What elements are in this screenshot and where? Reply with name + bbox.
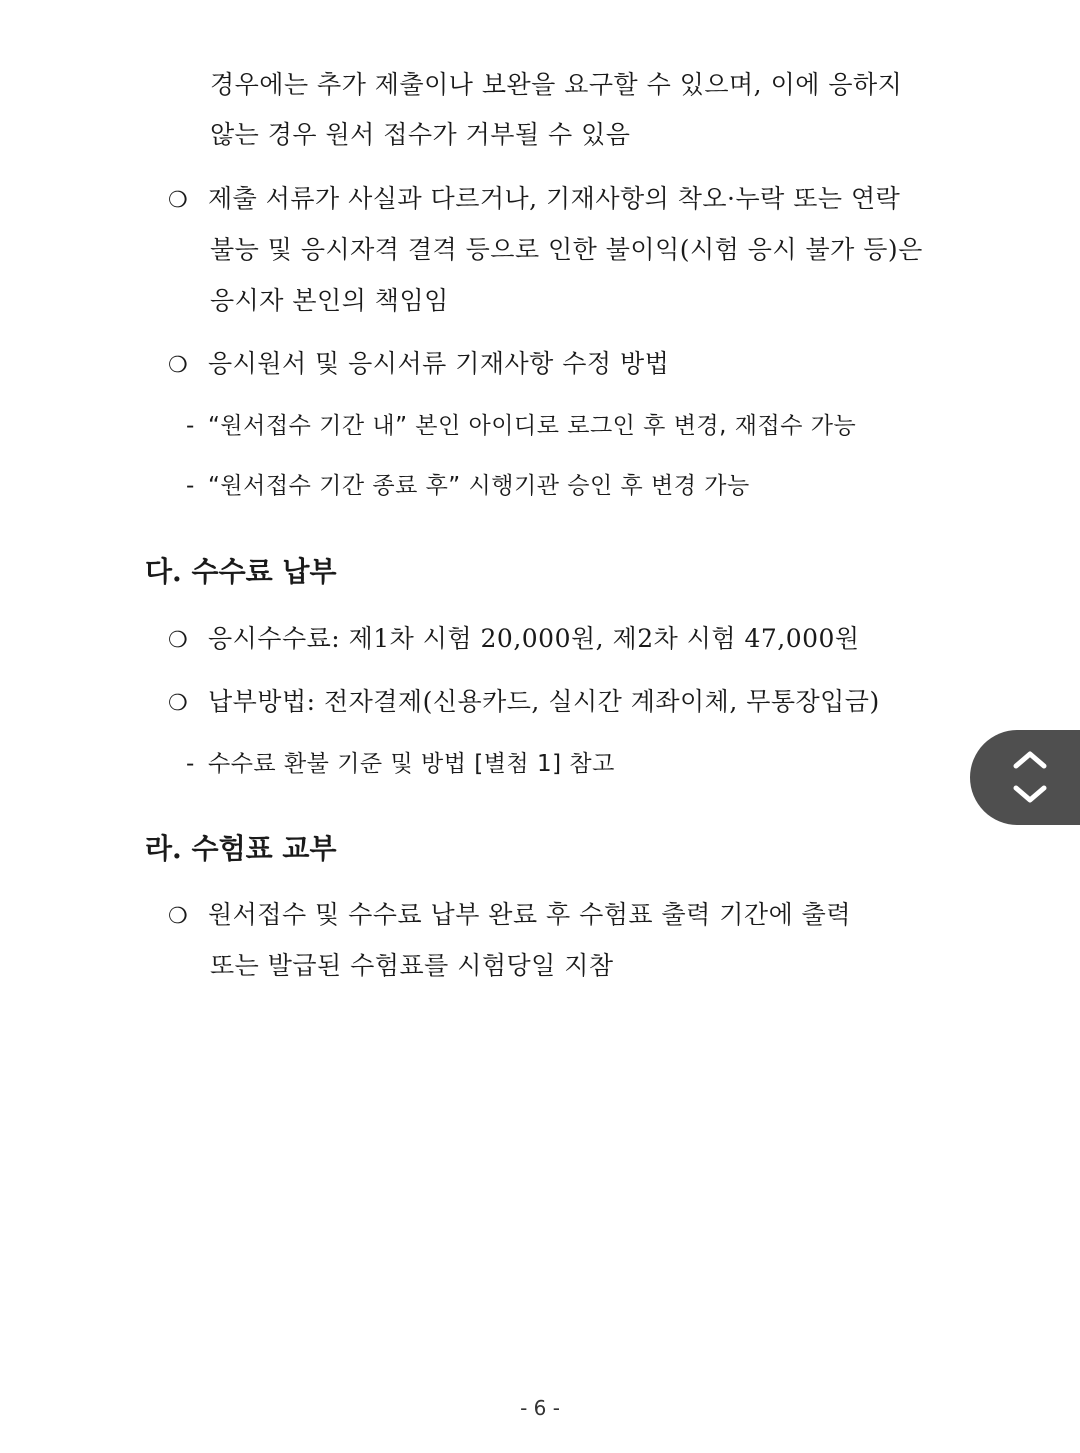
circle-bullet-icon: ❍ <box>168 628 189 653</box>
dash-text: “원서접수 기간 내” 본인 아이디로 로그인 후 변경, 재접수 가능 <box>208 413 857 439</box>
bullet-text: 응시원서 및 응시서류 기재사항 수정 방법 <box>208 349 670 378</box>
page-number: - 6 - <box>520 1396 560 1420</box>
bullet-item <box>168 182 900 218</box>
paragraph-line: 않는 경우 원서 접수가 거부될 수 있음 <box>210 120 631 149</box>
paragraph-line: 불능 및 응시자격 결격 등으로 인한 불이익(시험 응시 불가 등)은 <box>210 235 923 264</box>
bullet-item <box>168 622 860 658</box>
bullet-text: 납부방법: 전자결제(신용카드, 실시간 계좌이체, 무통장입금) <box>208 687 880 716</box>
bullet-item <box>168 685 880 721</box>
dash-text: “원서접수 기간 종료 후” 시행기관 승인 후 변경 가능 <box>208 473 750 499</box>
section-heading: 라. 수험표 교부 <box>145 832 337 865</box>
scroll-navigation-button[interactable] <box>970 730 1080 825</box>
circle-bullet-icon: ❍ <box>168 691 189 716</box>
paragraph-line: 경우에는 추가 제출이나 보완을 요구할 수 있으며, 이에 응하지 <box>210 70 903 99</box>
section-heading: 다. 수수료 납부 <box>145 555 337 588</box>
paragraph-line: 또는 발급된 수험표를 시험당일 지참 <box>210 951 614 980</box>
bullet-text: 원서접수 및 수수료 납부 완료 후 수험표 출력 기간에 출력 <box>208 900 851 929</box>
circle-bullet-icon: ❍ <box>168 188 189 213</box>
dash-item <box>186 747 615 781</box>
dash-mark: - <box>186 473 195 499</box>
bullet-item <box>168 347 669 383</box>
circle-bullet-icon: ❍ <box>168 904 189 929</box>
chevron-up-down-icon[interactable] <box>1012 748 1048 808</box>
dash-item <box>186 409 856 443</box>
bullet-text: 응시수수료: 제1차 시험 20,000원, 제2차 시험 47,000원 <box>208 624 860 653</box>
bullet-item <box>168 898 851 934</box>
dash-mark: - <box>186 751 195 777</box>
circle-bullet-icon: ❍ <box>168 353 189 378</box>
dash-item <box>186 469 750 503</box>
paragraph-line: 응시자 본인의 책임임 <box>210 286 449 315</box>
bullet-text: 제출 서류가 사실과 다르거나, 기재사항의 착오·누락 또는 연락 <box>208 184 901 213</box>
dash-mark: - <box>186 413 195 439</box>
dash-text: 수수료 환불 기준 및 방법 [별첨 1] 참고 <box>208 751 615 777</box>
